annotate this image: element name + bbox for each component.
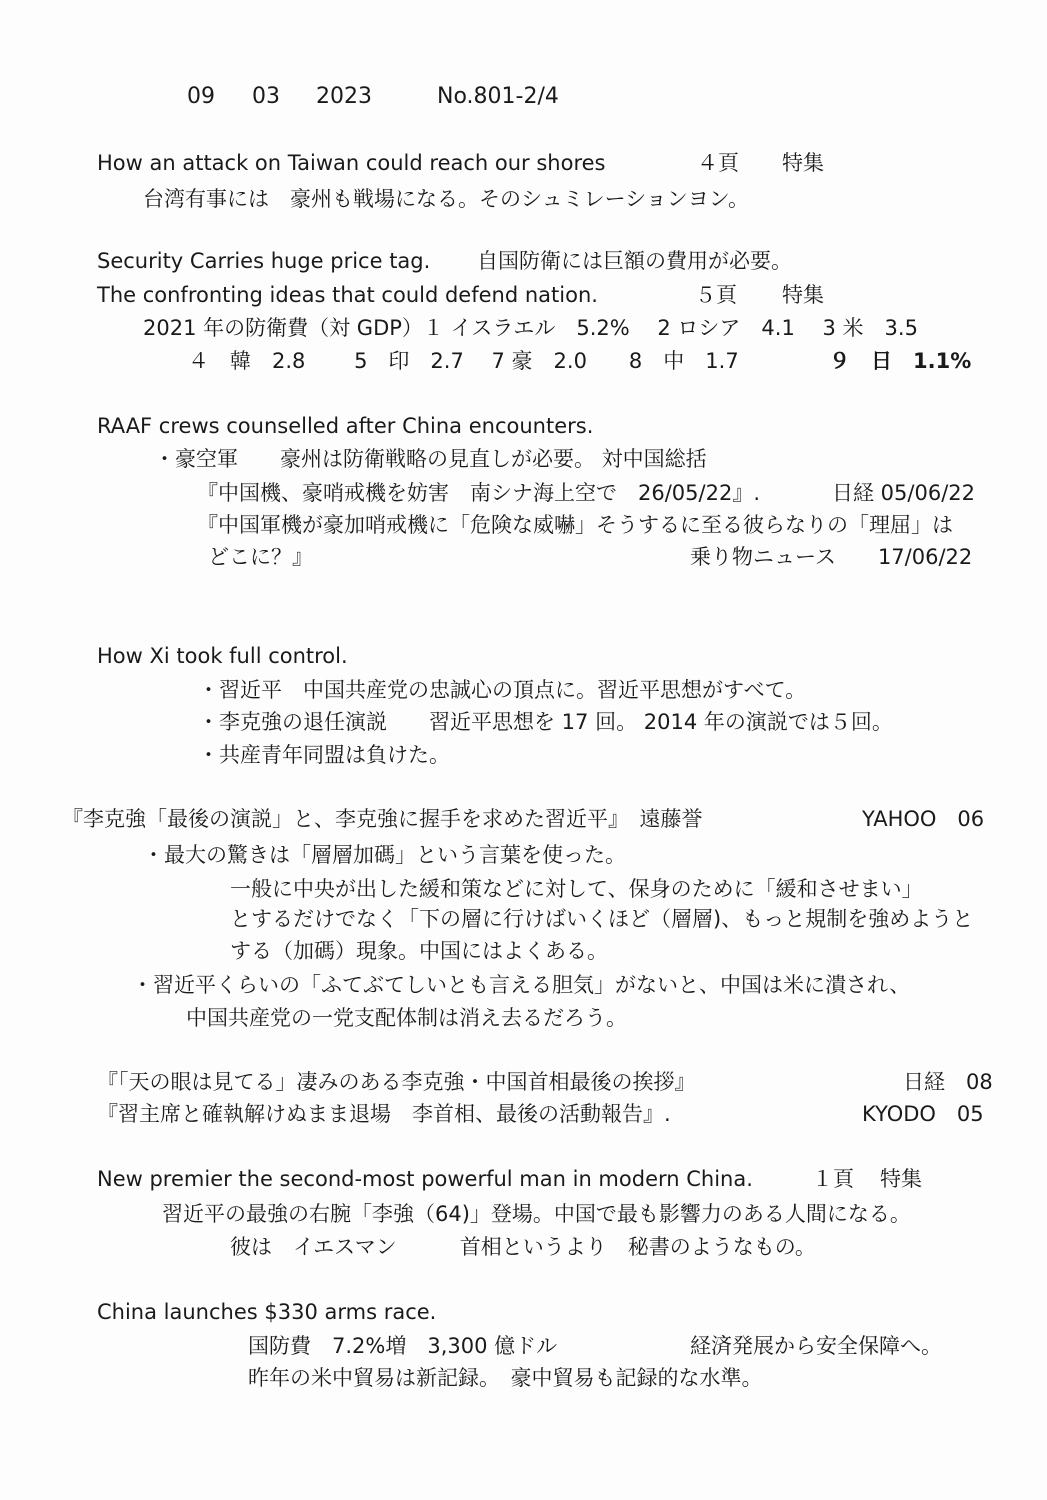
defense-spending-stats-row2 bbox=[0, 348, 1047, 376]
section-confronting-heading bbox=[0, 282, 1047, 310]
article-title: New premier the second-most powerful man in modern China. bbox=[97, 1167, 753, 1191]
bullet-item: ・豪空軍 豪州は防衛戦略の見直しが必要。 対中国総括 bbox=[154, 447, 707, 471]
paragraph-line: とするだけでなく「下の層に行けばいくほど（層層)、もっと規制を強めようと bbox=[230, 907, 974, 931]
summary-line: 彼は イエスマン 首相というより 秘書のようなもの。 bbox=[230, 1235, 816, 1259]
reference-line bbox=[0, 1069, 1047, 1097]
feature-tag: 特集 bbox=[782, 151, 824, 175]
bullet-item: ・李克強の退任演説 習近平思想を 17 回。 2014 年の演説では５回。 bbox=[198, 710, 893, 734]
summary-row bbox=[0, 1333, 1047, 1361]
page-ref: ５頁 bbox=[695, 283, 737, 307]
summary-line: 経済発展から安全保障へ。 bbox=[690, 1334, 942, 1358]
page-ref: １頁 bbox=[812, 1167, 854, 1191]
summary-line: 国防費 7.2%増 3,300 億ドル bbox=[248, 1334, 558, 1358]
date-day: 09 bbox=[187, 84, 215, 109]
reference-title: 『習主席と確執解けぬまま退場 李首相、最後の活動報告』. bbox=[97, 1102, 671, 1126]
reference-title-cont: どこに？』 bbox=[208, 545, 313, 569]
summary-line: 自国防衛には巨額の費用が必要。 bbox=[477, 249, 792, 273]
reference-source: 日経 05/06/22 bbox=[832, 481, 975, 505]
defense-spending-stats: 2021 年の防衛費（対 GDP）１ イスラエル 5.2% 2 ロシア 4.1 3 米 3.5 bbox=[143, 316, 918, 340]
document-header bbox=[0, 84, 1047, 112]
summary-line: 習近平の最強の右腕「李強（64)」登場。中国で最も影響力のある人間になる。 bbox=[162, 1202, 911, 1226]
date-year: 2023 bbox=[316, 84, 372, 109]
reference-title: 『李克強「最後の演説」と、李克強に握手を求めた習近平』 遠藤誉 bbox=[62, 807, 703, 831]
bullet-item: ・習近平 中国共産党の忠誠心の頂点に。習近平思想がすべて。 bbox=[198, 678, 807, 702]
reference-title: 『中国機、豪哨戒機を妨害 南シナ海上空で 26/05/22』. bbox=[197, 481, 760, 505]
page-ref: ４頁 bbox=[697, 151, 739, 175]
paragraph-line: する（加碼）現象。中国にはよくある。 bbox=[230, 939, 608, 963]
summary-line: 昨年の米中貿易は新記録。 豪中貿易も記録的な水準。 bbox=[248, 1366, 763, 1390]
bullet-item: ・最大の驚きは「層層加碼」という言葉を使った。 bbox=[143, 843, 626, 867]
reference-line bbox=[0, 544, 1047, 572]
article-title: RAAF crews counselled after China encounters. bbox=[97, 414, 594, 438]
section-premier-heading bbox=[0, 1166, 1047, 1194]
summary-line: 台湾有事には 豪州も戦場になる。そのシュミレーションヨン。 bbox=[143, 187, 750, 211]
feature-tag: 特集 bbox=[880, 1167, 922, 1191]
article-title: China launches $330 arms race. bbox=[97, 1300, 437, 1324]
bullet-item: ・共産青年同盟は負けた。 bbox=[198, 743, 450, 767]
paragraph-line: 一般に中央が出した緩和策などに対して、保身のために「緩和させまい」 bbox=[230, 877, 923, 901]
article-title: How Xi took full control. bbox=[97, 644, 348, 668]
reference-source: KYODO 05 bbox=[862, 1102, 984, 1126]
article-title: How an attack on Taiwan could reach our shores bbox=[97, 151, 606, 175]
section-taiwan-heading bbox=[0, 150, 1047, 178]
reference-line bbox=[0, 806, 1047, 834]
section-security-heading bbox=[0, 248, 1047, 276]
feature-tag: 特集 bbox=[782, 283, 824, 307]
reference-title: 『「天の眼は見てる」凄みのある李克強・中国首相最後の挨拶』 bbox=[97, 1070, 696, 1094]
article-title: Security Carries huge price tag. bbox=[97, 249, 431, 273]
document-number: No.801-2/4 bbox=[437, 84, 559, 109]
japan-stat: ９ 日 1.1% bbox=[829, 349, 972, 373]
reference-line bbox=[0, 1101, 1047, 1129]
bullet-item-cont: 中国共産党の一党支配体制は消え去るだろう。 bbox=[186, 1006, 627, 1030]
reference-line bbox=[0, 480, 1047, 508]
reference-source: 乗り物ニュース 17/06/22 bbox=[690, 545, 973, 569]
article-title: The confronting ideas that could defend nation. bbox=[97, 283, 598, 307]
date-month: 03 bbox=[252, 84, 280, 109]
bullet-item: ・習近平くらいの「ふてぶてしいとも言える胆気」がないと、中国は米に潰され、 bbox=[132, 973, 911, 997]
stats-values: ４ 韓 2.8 5 印 2.7 7 豪 2.0 8 中 1.7 bbox=[188, 349, 739, 373]
reference-title: 『中国軍機が豪加哨戒機に「危険な威嚇」そうするに至る彼らなりの「理屈」は bbox=[197, 513, 953, 537]
reference-source: 日経 08 bbox=[903, 1070, 993, 1094]
reference-source: YAHOO 06 bbox=[862, 807, 985, 831]
